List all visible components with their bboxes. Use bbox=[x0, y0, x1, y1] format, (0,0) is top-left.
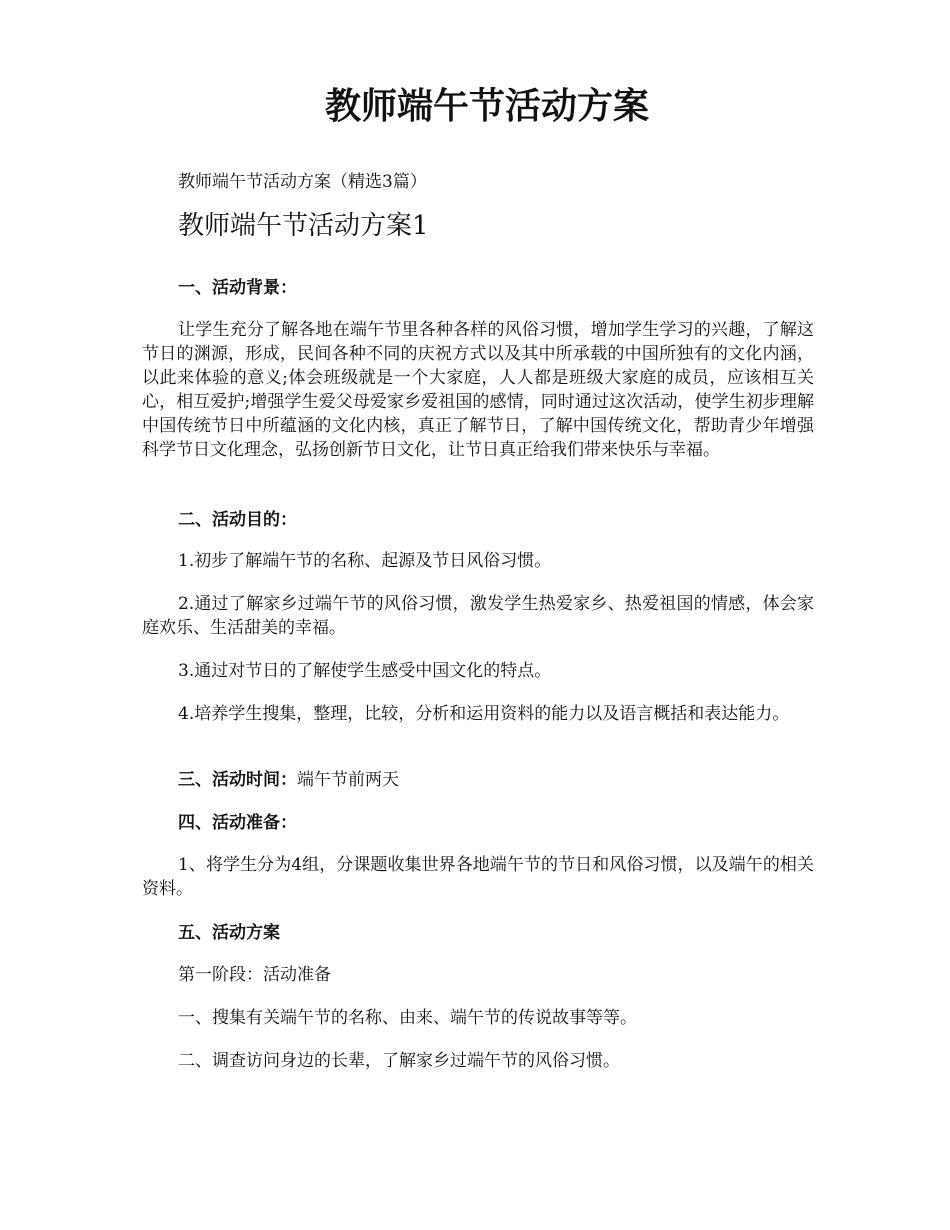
section-title: 教师端午节活动方案1 bbox=[178, 211, 429, 241]
paragraph-plan-item-1: 一、搜集有关端午节的名称、由来、端午节的传说故事等等。 bbox=[178, 1008, 637, 1028]
paragraph-purpose-2: 2.通过了解家乡过端午节的风俗习惯，激发学生热爱家乡、热爱祖国的情感，体会家庭欢乐、生活甜美的幸福。 bbox=[142, 594, 814, 638]
paragraph-activity-background: 让学生充分了解各地在端午节里各种各样的风俗习惯，增加学生学习的兴趣，了解这节日的渊源，形成，民间各种不同的庆祝方式以及其中所承载的中国所独有的文化内涵，以此来体验的意义;体会班级就是一个大家庭，人人都是班级大家庭的成员，应该相互关心，相互爱护;增强学生爱父母爱家乡爱祖国的感情，同时通过这次活动，使学生初步理解中国传统节日中所蕴涵的文化内核，真正了解节日，了解中国传统文化，帮助青少年增强科学节日文化理念，弘扬创新节日文化，让节日真正给我们带来快乐与幸福。 bbox=[142, 320, 814, 460]
paragraph-preparation-1: 1、将学生分为4组，分课题收集世界各地端午节的节日和风俗习惯，以及端午的相关资料。 bbox=[142, 855, 814, 899]
paragraph-phase-1: 第一阶段：活动准备 bbox=[178, 965, 331, 985]
heading-activity-plan: 五、活动方案 bbox=[178, 923, 280, 943]
paragraph-purpose-4: 4.培养学生搜集，整理，比较，分析和运用资料的能力以及语言概括和表达能力。 bbox=[178, 704, 790, 724]
heading-activity-preparation: 四、活动准备： bbox=[178, 813, 297, 833]
paragraph-purpose-1: 1.初步了解端午节的名称、起源及节日风俗习惯。 bbox=[178, 551, 552, 571]
heading-activity-purpose: 二、活动目的： bbox=[178, 510, 297, 530]
heading-activity-background: 一、活动背景： bbox=[178, 278, 297, 298]
paragraph-plan-item-2: 二、调查访问身边的长辈，了解家乡过端午节的风俗习惯。 bbox=[178, 1051, 620, 1071]
paragraph-purpose-3: 3.通过对节日的了解使学生感受中国文化的特点。 bbox=[178, 661, 552, 681]
activity-time-value: 端午节前两天 bbox=[297, 770, 399, 790]
document-title: 教师端午节活动方案 bbox=[324, 85, 649, 127]
activity-time-label: 三、活动时间： bbox=[178, 770, 297, 790]
document-subtitle: 教师端午节活动方案（精选3篇） bbox=[178, 172, 427, 192]
activity-time-line bbox=[142, 768, 814, 792]
